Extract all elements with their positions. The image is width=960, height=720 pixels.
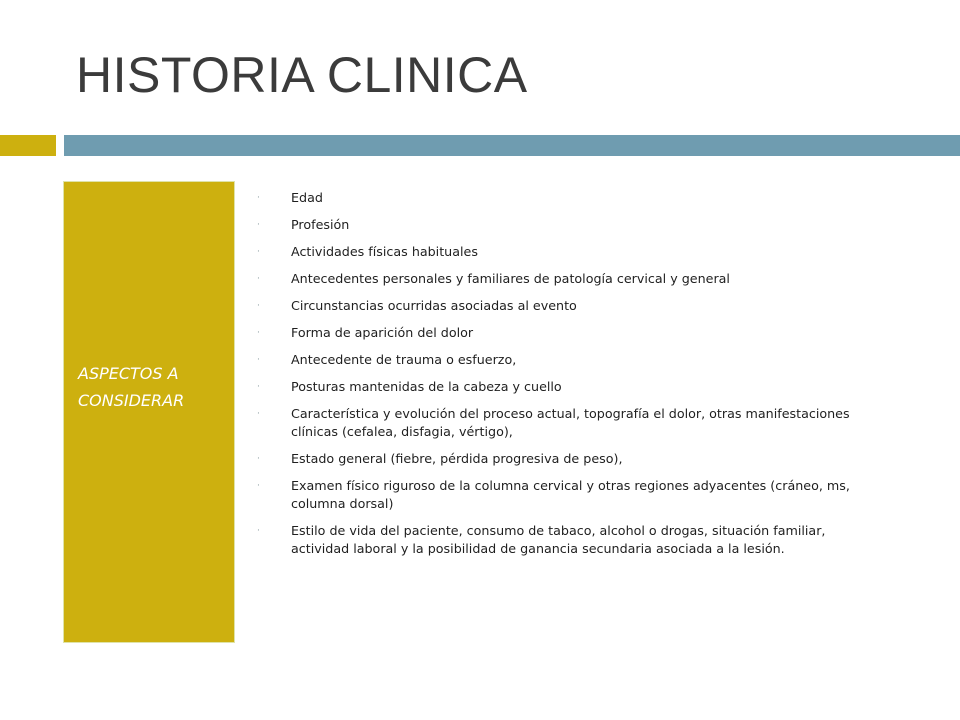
bullet-icon: ·: [257, 220, 260, 230]
list-item: [254, 351, 882, 369]
list-item: [254, 405, 882, 441]
list-item: [254, 522, 882, 558]
bullet-icon: ·: [257, 274, 260, 284]
bullet-list: [254, 189, 882, 567]
list-item-text: Actividades físicas habituales: [291, 244, 478, 259]
bullet-icon: ·: [257, 301, 260, 311]
title-rule-bar: [64, 135, 960, 156]
bullet-icon: ·: [257, 526, 260, 536]
bullet-icon: ·: [257, 328, 260, 338]
list-item-text: Antecedentes personales y familiares de patología cervical y general: [291, 271, 730, 286]
list-item: [254, 450, 882, 468]
list-item-text: Edad: [291, 190, 323, 205]
list-item-text: Estilo de vida del paciente, consumo de tabaco, alcohol o drogas, situación familiar, actividad laboral y la posibilidad de ganancia secundaria asociada a la lesión.: [291, 523, 826, 556]
bullet-icon: ·: [257, 382, 260, 392]
list-item: [254, 324, 882, 342]
list-item: [254, 477, 882, 513]
list-item-text: Examen físico riguroso de la columna cervical y otras regiones adyacentes (cráneo, ms, columna dorsal): [291, 478, 850, 511]
side-panel-label: ASPECTOS A CONSIDERAR: [78, 364, 185, 410]
bullet-icon: ·: [257, 247, 260, 257]
list-item: [254, 270, 882, 288]
list-item: [254, 378, 882, 396]
title-accent-bar: [0, 135, 56, 156]
bullet-icon: ·: [257, 355, 260, 365]
slide-title: HISTORIA CLINICA: [76, 47, 528, 103]
list-item: [254, 297, 882, 315]
bullet-icon: ·: [257, 409, 260, 419]
list-item: [254, 243, 882, 261]
list-item-text: Circunstancias ocurridas asociadas al evento: [291, 298, 577, 313]
list-item: [254, 216, 882, 234]
list-item-text: Forma de aparición del dolor: [291, 325, 474, 340]
list-item-text: Antecedente de trauma o esfuerzo,: [291, 352, 517, 367]
bullet-icon: ·: [257, 481, 260, 491]
bullet-icon: ·: [257, 454, 260, 464]
list-item: [254, 189, 882, 207]
list-item-text: Característica y evolución del proceso actual, topografía el dolor, otras manifestaciones clínicas (cefalea, disfagia, vértigo),: [291, 406, 850, 439]
side-panel: [63, 181, 235, 643]
list-item-text: Profesión: [291, 217, 350, 232]
list-item-text: Estado general (fiebre, pérdida progresiva de peso),: [291, 451, 623, 466]
list-item-text: Posturas mantenidas de la cabeza y cuello: [291, 379, 562, 394]
bullet-icon: ·: [257, 193, 260, 203]
